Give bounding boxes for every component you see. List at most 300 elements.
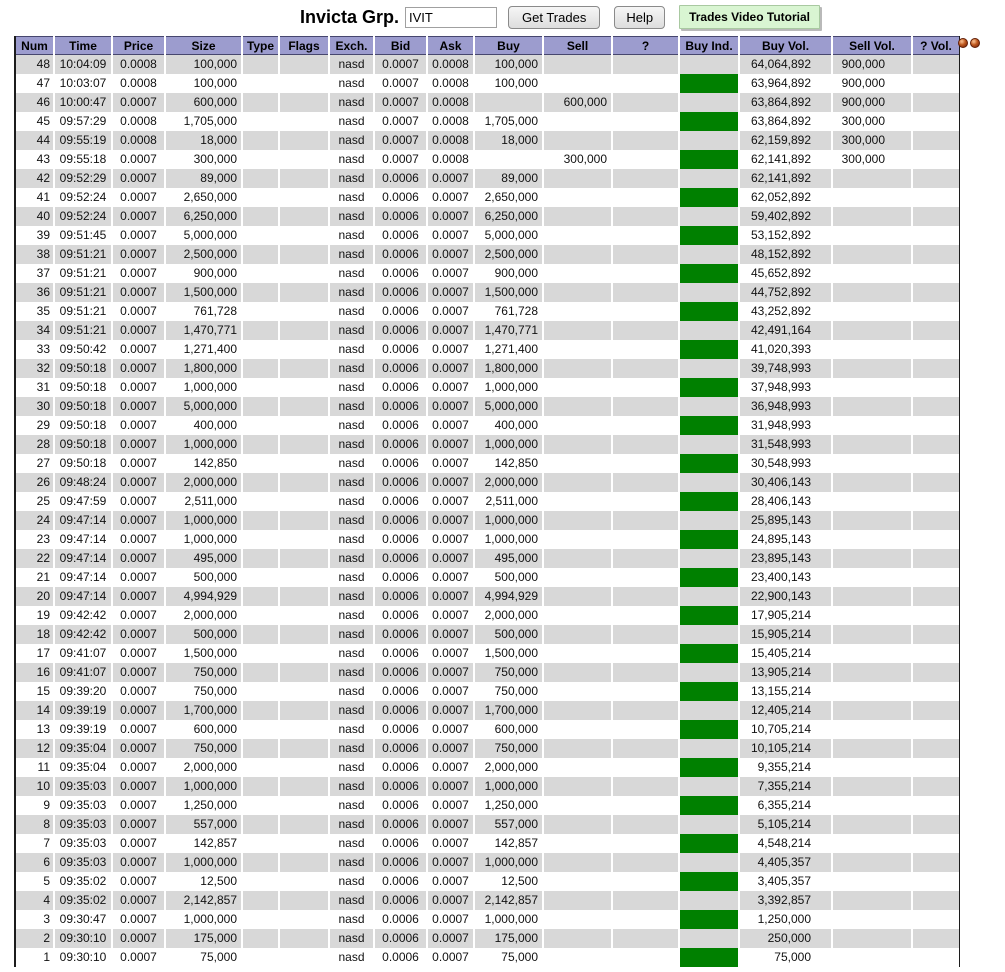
cell-q [612, 321, 679, 340]
cell-sell [543, 169, 612, 188]
cell-buy: 2,511,000 [474, 492, 543, 511]
cell-q [612, 682, 679, 701]
cell-price: 0.0007 [112, 758, 165, 777]
cell-ask: 0.0007 [427, 207, 474, 226]
cell-type [242, 340, 279, 359]
cell-exch: nasd [329, 720, 374, 739]
cell-buy_ind [679, 435, 739, 454]
cell-bid: 0.0006 [374, 264, 427, 283]
cell-sell [543, 283, 612, 302]
cell-time: 09:47:14 [54, 511, 112, 530]
table-row [16, 796, 959, 815]
cell-sell_vol [832, 948, 912, 967]
cell-q_vol [912, 663, 959, 682]
cell-buy_vol: 17,905,214 [739, 606, 832, 625]
column-header-q_vol: ? Vol. [912, 37, 959, 55]
cell-buy: 2,000,000 [474, 473, 543, 492]
cell-q_vol [912, 492, 959, 511]
cell-buy: 557,000 [474, 815, 543, 834]
cell-sell [543, 663, 612, 682]
cell-exch: nasd [329, 758, 374, 777]
cell-ask: 0.0007 [427, 644, 474, 663]
cell-flags [279, 853, 329, 872]
cell-buy_vol: 9,355,214 [739, 758, 832, 777]
cell-size: 142,857 [165, 834, 242, 853]
cell-q_vol [912, 55, 959, 74]
cell-bid: 0.0006 [374, 853, 427, 872]
cell-sell_vol [832, 682, 912, 701]
cell-q [612, 302, 679, 321]
cell-buy: 500,000 [474, 625, 543, 644]
cell-q_vol [912, 587, 959, 606]
cell-buy: 1,000,000 [474, 853, 543, 872]
cell-sell_vol [832, 815, 912, 834]
cell-sell [543, 720, 612, 739]
cell-sell_vol [832, 872, 912, 891]
cell-buy_ind [679, 283, 739, 302]
table-row [16, 131, 959, 150]
cell-time: 09:42:42 [54, 625, 112, 644]
cell-price: 0.0007 [112, 796, 165, 815]
cell-bid: 0.0007 [374, 150, 427, 169]
cell-exch: nasd [329, 511, 374, 530]
cell-q [612, 758, 679, 777]
cell-sell [543, 910, 612, 929]
cell-price: 0.0007 [112, 834, 165, 853]
cell-q_vol [912, 530, 959, 549]
table-row [16, 112, 959, 131]
cell-buy_ind [679, 834, 739, 853]
cell-q [612, 606, 679, 625]
cell-num: 39 [16, 226, 54, 245]
cell-type [242, 378, 279, 397]
cell-buy_ind [679, 891, 739, 910]
cell-type [242, 74, 279, 93]
cell-q_vol [912, 701, 959, 720]
cell-ask: 0.0007 [427, 682, 474, 701]
cell-buy_vol: 13,905,214 [739, 663, 832, 682]
cell-buy_vol: 12,405,214 [739, 701, 832, 720]
cell-type [242, 131, 279, 150]
cell-buy_vol: 39,748,993 [739, 359, 832, 378]
column-header-buy: Buy [474, 37, 543, 55]
cell-flags [279, 283, 329, 302]
cell-ask: 0.0007 [427, 891, 474, 910]
cell-price: 0.0007 [112, 530, 165, 549]
cell-price: 0.0007 [112, 720, 165, 739]
cell-price: 0.0007 [112, 701, 165, 720]
cell-bid: 0.0006 [374, 644, 427, 663]
cell-type [242, 55, 279, 74]
column-header-type: Type [242, 37, 279, 55]
cell-size: 557,000 [165, 815, 242, 834]
cell-time: 09:50:18 [54, 416, 112, 435]
cell-sell [543, 587, 612, 606]
cell-sell_vol [832, 530, 912, 549]
cell-ask: 0.0008 [427, 131, 474, 150]
trades-video-tutorial-button[interactable]: Trades Video Tutorial [679, 5, 820, 29]
cell-buy_ind [679, 321, 739, 340]
cell-ask: 0.0007 [427, 701, 474, 720]
cell-buy_ind [679, 397, 739, 416]
cell-type [242, 796, 279, 815]
cell-q [612, 150, 679, 169]
column-header-flags: Flags [279, 37, 329, 55]
cell-buy_vol: 44,752,892 [739, 283, 832, 302]
cell-type [242, 682, 279, 701]
cell-price: 0.0007 [112, 929, 165, 948]
cell-q_vol [912, 378, 959, 397]
cell-sell_vol: 900,000 [832, 74, 912, 93]
cell-ask: 0.0007 [427, 758, 474, 777]
cell-type [242, 853, 279, 872]
cell-flags [279, 587, 329, 606]
cell-bid: 0.0006 [374, 416, 427, 435]
cell-q_vol [912, 796, 959, 815]
cell-buy: 4,994,929 [474, 587, 543, 606]
cell-q_vol [912, 454, 959, 473]
cell-buy_ind [679, 169, 739, 188]
cell-exch: nasd [329, 112, 374, 131]
cell-sell [543, 112, 612, 131]
cell-num: 18 [16, 625, 54, 644]
table-row [16, 910, 959, 929]
cell-size: 2,142,857 [165, 891, 242, 910]
cell-size: 1,000,000 [165, 530, 242, 549]
cell-q [612, 644, 679, 663]
table-row [16, 454, 959, 473]
cell-num: 45 [16, 112, 54, 131]
cell-exch: nasd [329, 568, 374, 587]
cell-ask: 0.0007 [427, 511, 474, 530]
cell-time: 09:35:03 [54, 815, 112, 834]
cell-bid: 0.0006 [374, 834, 427, 853]
cell-q [612, 264, 679, 283]
cell-buy_vol: 75,000 [739, 948, 832, 967]
table-row [16, 93, 959, 112]
cell-type [242, 245, 279, 264]
cell-ask: 0.0007 [427, 454, 474, 473]
cell-buy_ind [679, 188, 739, 207]
cell-type [242, 93, 279, 112]
cell-buy_vol: 43,252,892 [739, 302, 832, 321]
cell-q_vol [912, 644, 959, 663]
cell-time: 09:51:21 [54, 283, 112, 302]
cell-size: 1,700,000 [165, 701, 242, 720]
cell-flags [279, 245, 329, 264]
cell-flags [279, 112, 329, 131]
help-button[interactable]: Help [614, 6, 665, 29]
cell-bid: 0.0006 [374, 606, 427, 625]
cell-q_vol [912, 872, 959, 891]
cell-buy: 1,250,000 [474, 796, 543, 815]
cell-bid: 0.0006 [374, 530, 427, 549]
cell-exch: nasd [329, 397, 374, 416]
cell-exch: nasd [329, 853, 374, 872]
cell-price: 0.0007 [112, 910, 165, 929]
cell-price: 0.0008 [112, 74, 165, 93]
table-row [16, 473, 959, 492]
cell-flags [279, 226, 329, 245]
cell-buy_ind [679, 245, 739, 264]
cell-size: 750,000 [165, 739, 242, 758]
cell-q_vol [912, 169, 959, 188]
cell-size: 1,470,771 [165, 321, 242, 340]
cell-q [612, 853, 679, 872]
table-row [16, 264, 959, 283]
cell-q [612, 169, 679, 188]
cell-price: 0.0008 [112, 55, 165, 74]
cell-sell_vol [832, 834, 912, 853]
cell-q_vol [912, 929, 959, 948]
cell-sell_vol [832, 321, 912, 340]
cell-size: 300,000 [165, 150, 242, 169]
cell-price: 0.0008 [112, 131, 165, 150]
cell-sell_vol [832, 549, 912, 568]
table-row [16, 74, 959, 93]
table-row [16, 416, 959, 435]
cell-num: 20 [16, 587, 54, 606]
cell-q [612, 55, 679, 74]
cell-buy_ind [679, 815, 739, 834]
cell-sell_vol: 300,000 [832, 150, 912, 169]
cell-time: 09:35:03 [54, 853, 112, 872]
cell-buy_vol: 5,105,214 [739, 815, 832, 834]
cell-buy_ind [679, 701, 739, 720]
cell-buy_ind [679, 644, 739, 663]
cell-price: 0.0007 [112, 625, 165, 644]
cell-buy_ind [679, 587, 739, 606]
cell-q_vol [912, 340, 959, 359]
cell-exch: nasd [329, 245, 374, 264]
cell-type [242, 359, 279, 378]
cell-price: 0.0007 [112, 473, 165, 492]
cell-q [612, 910, 679, 929]
cell-bid: 0.0006 [374, 245, 427, 264]
cell-bid: 0.0006 [374, 169, 427, 188]
get-trades-button[interactable]: Get Trades [508, 6, 600, 29]
cell-sell_vol [832, 435, 912, 454]
cell-q_vol [912, 264, 959, 283]
cell-time: 10:00:47 [54, 93, 112, 112]
cell-time: 09:51:21 [54, 321, 112, 340]
cell-exch: nasd [329, 283, 374, 302]
cell-exch: nasd [329, 606, 374, 625]
cell-buy: 1,470,771 [474, 321, 543, 340]
cell-bid: 0.0006 [374, 815, 427, 834]
cell-buy_vol: 15,405,214 [739, 644, 832, 663]
cell-ask: 0.0007 [427, 568, 474, 587]
cell-type [242, 188, 279, 207]
cell-sell_vol [832, 416, 912, 435]
cell-q [612, 131, 679, 150]
table-row [16, 644, 959, 663]
cell-buy: 18,000 [474, 131, 543, 150]
cell-buy: 750,000 [474, 739, 543, 758]
cell-type [242, 226, 279, 245]
cell-q [612, 796, 679, 815]
cell-sell [543, 796, 612, 815]
cell-flags [279, 872, 329, 891]
cell-ask: 0.0007 [427, 226, 474, 245]
cell-buy: 1,500,000 [474, 644, 543, 663]
cell-bid: 0.0006 [374, 701, 427, 720]
cell-time: 09:41:07 [54, 663, 112, 682]
cell-q [612, 492, 679, 511]
cell-sell_vol [832, 245, 912, 264]
cell-flags [279, 55, 329, 74]
cell-sell [543, 321, 612, 340]
cell-q [612, 112, 679, 131]
cell-ask: 0.0007 [427, 340, 474, 359]
table-row [16, 435, 959, 454]
cell-buy_vol: 63,964,892 [739, 74, 832, 93]
status-dots [958, 38, 980, 48]
cell-buy: 1,500,000 [474, 283, 543, 302]
cell-size: 2,511,000 [165, 492, 242, 511]
cell-buy_ind [679, 739, 739, 758]
cell-sell_vol [832, 207, 912, 226]
cell-buy_ind [679, 929, 739, 948]
cell-buy: 1,000,000 [474, 378, 543, 397]
cell-exch: nasd [329, 644, 374, 663]
cell-exch: nasd [329, 55, 374, 74]
cell-buy_vol: 37,948,993 [739, 378, 832, 397]
cell-q [612, 435, 679, 454]
cell-buy_ind [679, 777, 739, 796]
cell-q_vol [912, 739, 959, 758]
cell-sell [543, 606, 612, 625]
cell-q [612, 473, 679, 492]
trades-table [16, 36, 959, 967]
table-row [16, 853, 959, 872]
cell-bid: 0.0006 [374, 796, 427, 815]
cell-flags [279, 644, 329, 663]
cell-bid: 0.0007 [374, 131, 427, 150]
cell-bid: 0.0006 [374, 587, 427, 606]
column-header-size: Size [165, 37, 242, 55]
cell-buy: 495,000 [474, 549, 543, 568]
cell-num: 13 [16, 720, 54, 739]
cell-q_vol [912, 93, 959, 112]
column-header-q: ? [612, 37, 679, 55]
cell-size: 100,000 [165, 74, 242, 93]
cell-ask: 0.0007 [427, 587, 474, 606]
cell-sell_vol [832, 397, 912, 416]
cell-size: 2,000,000 [165, 473, 242, 492]
cell-type [242, 606, 279, 625]
cell-sell_vol [832, 188, 912, 207]
cell-sell_vol [832, 492, 912, 511]
cell-ask: 0.0007 [427, 492, 474, 511]
cell-num: 30 [16, 397, 54, 416]
cell-type [242, 302, 279, 321]
cell-type [242, 283, 279, 302]
cell-flags [279, 834, 329, 853]
cell-size: 1,500,000 [165, 283, 242, 302]
cell-flags [279, 321, 329, 340]
cell-bid: 0.0006 [374, 321, 427, 340]
cell-num: 6 [16, 853, 54, 872]
cell-price: 0.0007 [112, 93, 165, 112]
cell-buy [474, 150, 543, 169]
cell-buy_ind [679, 872, 739, 891]
cell-buy: 400,000 [474, 416, 543, 435]
cell-time: 09:35:03 [54, 796, 112, 815]
orange-dot-icon [970, 38, 980, 48]
cell-buy_vol: 25,895,143 [739, 511, 832, 530]
cell-time: 09:51:21 [54, 302, 112, 321]
cell-exch: nasd [329, 910, 374, 929]
cell-time: 09:35:02 [54, 891, 112, 910]
cell-price: 0.0007 [112, 739, 165, 758]
cell-ask: 0.0007 [427, 606, 474, 625]
cell-time: 09:47:59 [54, 492, 112, 511]
column-header-time: Time [54, 37, 112, 55]
cell-buy_vol: 250,000 [739, 929, 832, 948]
cell-exch: nasd [329, 416, 374, 435]
cell-q [612, 739, 679, 758]
cell-buy: 75,000 [474, 948, 543, 967]
cell-num: 42 [16, 169, 54, 188]
table-row [16, 245, 959, 264]
cell-ask: 0.0007 [427, 739, 474, 758]
cell-exch: nasd [329, 834, 374, 853]
cell-buy: 12,500 [474, 872, 543, 891]
cell-q [612, 416, 679, 435]
cell-sell_vol [832, 340, 912, 359]
cell-flags [279, 720, 329, 739]
cell-price: 0.0007 [112, 682, 165, 701]
table-row [16, 758, 959, 777]
cell-sell [543, 834, 612, 853]
symbol-input[interactable] [405, 7, 497, 28]
cell-buy: 89,000 [474, 169, 543, 188]
cell-flags [279, 188, 329, 207]
cell-type [242, 264, 279, 283]
cell-sell_vol [832, 264, 912, 283]
cell-price: 0.0007 [112, 948, 165, 967]
cell-exch: nasd [329, 340, 374, 359]
cell-time: 09:51:21 [54, 264, 112, 283]
cell-q_vol [912, 948, 959, 967]
cell-exch: nasd [329, 682, 374, 701]
cell-type [242, 112, 279, 131]
page-title: Invicta Grp. [299, 6, 400, 27]
table-row [16, 226, 959, 245]
cell-buy_vol: 30,406,143 [739, 473, 832, 492]
cell-num: 44 [16, 131, 54, 150]
cell-sell: 600,000 [543, 93, 612, 112]
cell-sell [543, 454, 612, 473]
cell-num: 11 [16, 758, 54, 777]
cell-bid: 0.0006 [374, 492, 427, 511]
cell-time: 09:47:14 [54, 587, 112, 606]
cell-sell [543, 492, 612, 511]
cell-num: 16 [16, 663, 54, 682]
cell-ask: 0.0007 [427, 188, 474, 207]
cell-buy: 1,000,000 [474, 511, 543, 530]
cell-sell_vol [832, 739, 912, 758]
cell-buy_ind [679, 74, 739, 93]
cell-flags [279, 891, 329, 910]
cell-sell [543, 55, 612, 74]
cell-num: 38 [16, 245, 54, 264]
cell-buy: 2,500,000 [474, 245, 543, 264]
cell-buy_vol: 64,064,892 [739, 55, 832, 74]
cell-bid: 0.0006 [374, 454, 427, 473]
table-row [16, 568, 959, 587]
